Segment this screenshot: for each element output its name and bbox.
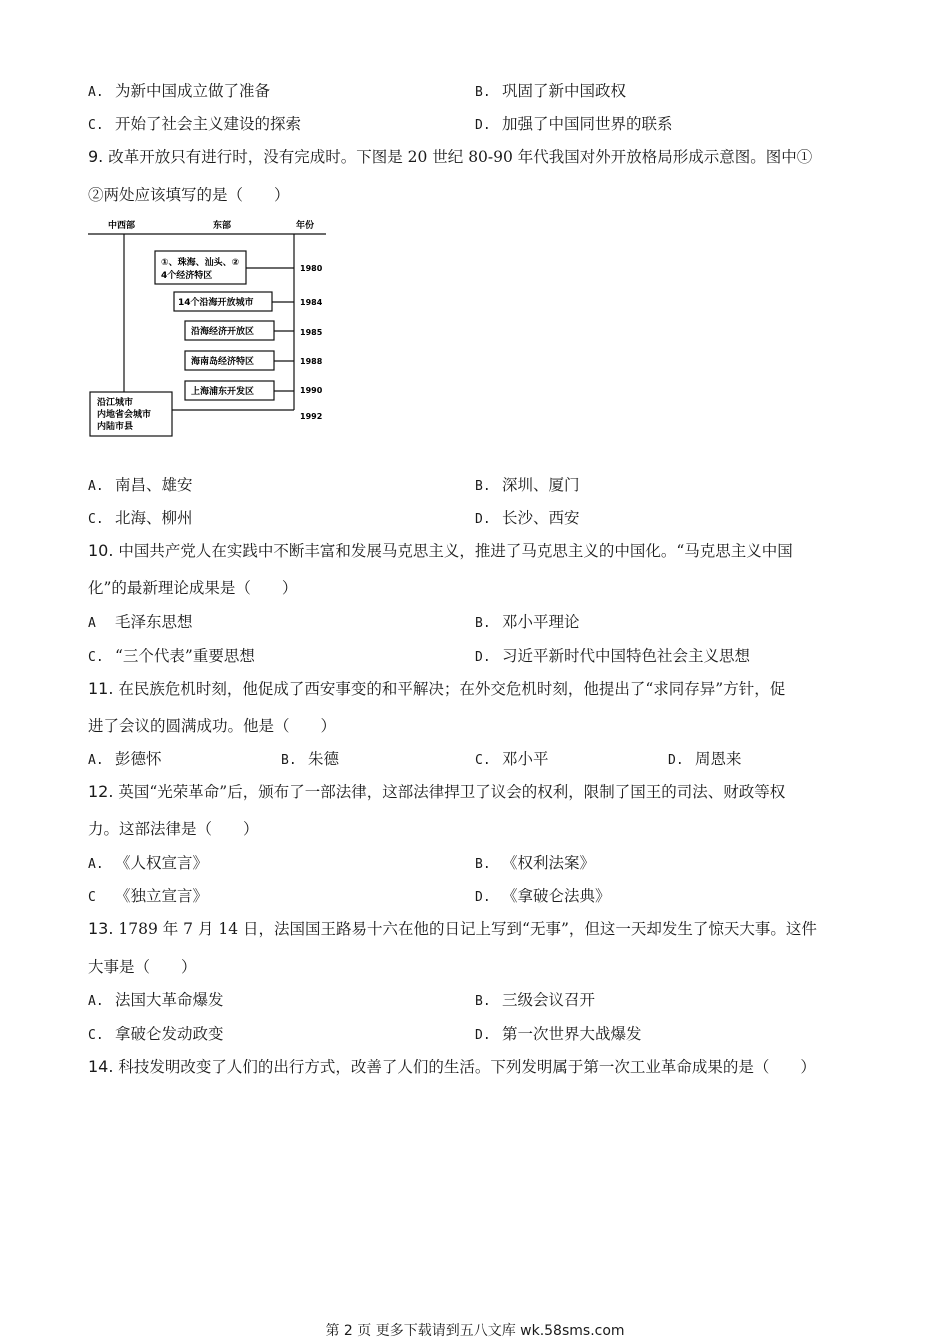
q8-option-d: D. 加强了中国同世界的联系 [475,115,673,133]
q11-stem-line2: 进了会议的圆满成功。他是（ ） [88,717,337,735]
diagram-box1-line1: ①、珠海、汕头、② [161,258,240,268]
q10-stem-line1: 10. 中国共产党人在实践中不断丰富和发展马克思主义，推进了马克思主义的中国化。“马克思主义中国 [88,541,793,560]
q8-option-c: C. 开始了社会主义建设的探索 [88,115,302,133]
q13-stem-line1: 13. 1789 年 7 月 14 日，法国国王路易十六在他的日记上写到“无事”，但这一天却发生了惊天大事。这件 [88,919,817,938]
opening-up-diagram [88,216,328,442]
q9-option-a: A. 南昌、雄安 [88,476,193,494]
diagram-box6-line3: 内陆市县 [97,422,134,432]
q9-option-c: C. 北海、柳州 [88,509,193,527]
q13-option-b: B. 三级会议召开 [475,991,596,1009]
q10-option-b: B. 邓小平理论 [475,613,580,631]
q9-stem-line2: ②两处应该填写的是（ ） [88,186,290,204]
q10-option-c: C. “三个代表”重要思想 [88,647,255,665]
q10-stem-line2: 化”的最新理论成果是（ ） [88,579,298,597]
q12-option-a: A. 《人权宣言》 [88,854,209,872]
q9-option-d: D. 长沙、西安 [475,509,580,527]
q8-option-a: A. 为新中国成立做了准备 [88,82,271,100]
diagram-col-east: 东部 [213,221,232,231]
diagram-col-year: 年份 [296,221,315,231]
diagram-col-midwest: 中西部 [108,221,136,231]
diagram-box5: 上海浦东开发区 [191,387,255,397]
q14-stem-line1: 14. 科技发明改变了人们的出行方式，改善了人们的生活。下列发明属于第一次工业革命成果的是（ ） [88,1057,816,1076]
diagram-box6-line2: 内地省会城市 [97,410,152,420]
q10-option-d: D. 习近平新时代中国特色社会主义思想 [475,647,751,665]
q13-option-d: D. 第一次世界大战爆发 [475,1025,642,1043]
q12-stem-line2: 力。这部法律是（ ） [88,820,259,838]
diagram-box4: 海南岛经济特区 [191,357,255,367]
diagram-year-1985: 1985 [300,328,323,337]
q9-option-b: B. 深圳、厦门 [475,476,580,494]
q10-option-a: A 毛泽东思想 [88,613,193,631]
q11-option-b: B. 朱德 [281,750,340,768]
q11-option-a: A. 彭德怀 [88,750,162,768]
q9-stem-line1: 9. 改革开放只有进行时，没有完成时。下图是 20 世纪 80-90 年代我国对外开放格局形成示意图。图中① [88,147,813,166]
q12-option-d: D. 《拿破仑法典》 [475,887,611,905]
q11-stem-line1: 11. 在民族危机时刻，他促成了西安事变的和平解决；在外交危机时刻，他提出了“求同存异”方针，促 [88,679,786,698]
q11-option-c: C. 邓小平 [475,750,549,768]
diagram-box2: 14个沿海开放城市 [178,298,254,308]
q12-option-b: B. 《权利法案》 [475,854,596,872]
q12-stem-line1: 12. 英国“光荣革命”后，颁布了一部法律，这部法律捍卫了议会的权利，限制了国王的司法、财政等权 [88,782,786,801]
diagram-box1-line2: 4个经济特区 [161,271,213,281]
diagram-box3: 沿海经济开放区 [191,327,255,337]
q13-option-a: A. 法国大革命爆发 [88,991,224,1009]
q11-option-d: D. 周恩来 [668,750,742,768]
diagram-year-1980: 1980 [300,264,323,273]
diagram-box6-line1: 沿江城市 [97,398,134,408]
page-footer: 第 2 页 更多下载请到五八文库 wk.58sms.com [325,1323,625,1339]
diagram-year-1988: 1988 [300,357,323,366]
diagram-year-1990: 1990 [300,386,323,395]
diagram-year-1984: 1984 [300,298,323,307]
q13-option-c: C. 拿破仑发动政变 [88,1025,224,1043]
q8-option-b: B. 巩固了新中国政权 [475,82,627,100]
q13-stem-line2: 大事是（ ） [88,958,197,976]
q12-option-c: C 《独立宣言》 [88,887,209,905]
diagram-year-1992: 1992 [300,412,323,421]
